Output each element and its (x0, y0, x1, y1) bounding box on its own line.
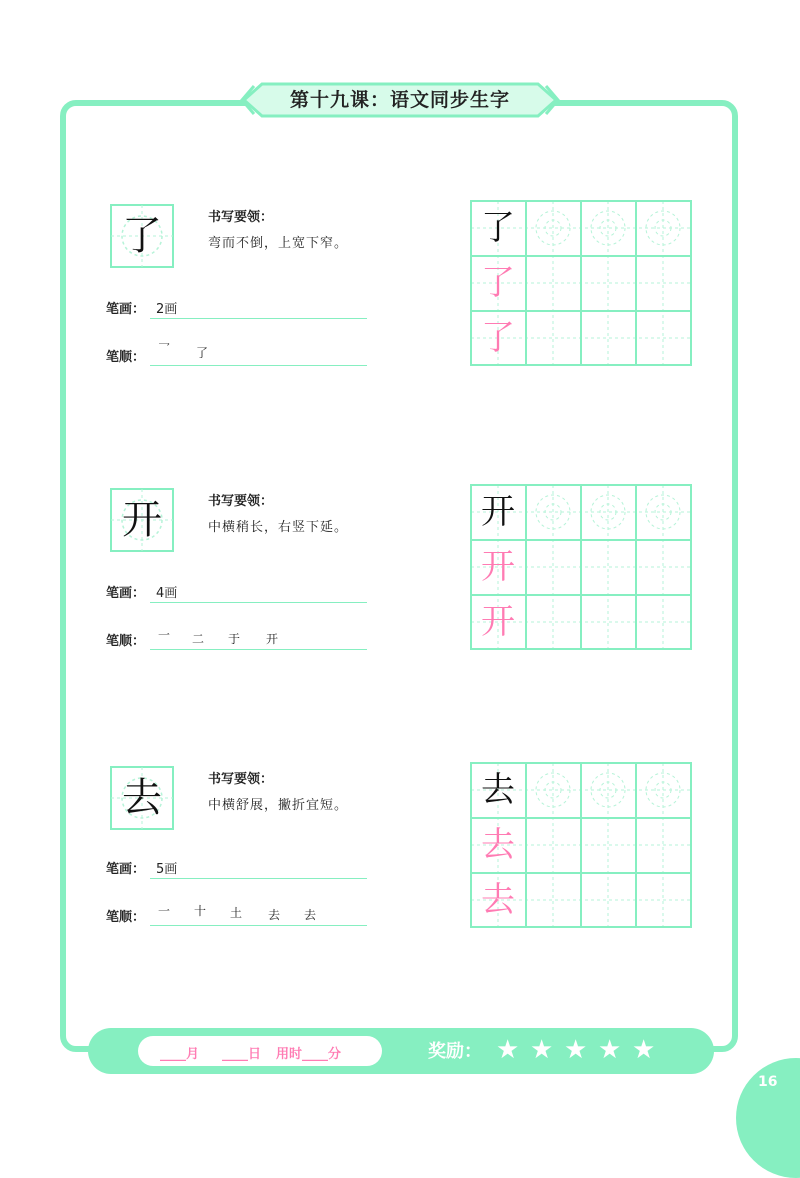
practice-grid (470, 762, 692, 928)
model-char: 开 (481, 492, 515, 532)
star-icon[interactable]: ★ (598, 1035, 622, 1065)
main-char: 了 (122, 213, 162, 259)
star-icon[interactable]: ★ (530, 1035, 554, 1065)
star-icon[interactable]: ★ (496, 1035, 520, 1065)
stroke-count-value: 4画 (156, 586, 178, 601)
star-icon[interactable]: ★ (564, 1035, 588, 1065)
main-char-box (110, 204, 174, 268)
trace-char: 去 (481, 880, 515, 920)
stroke-count-value: 2画 (156, 302, 178, 317)
model-char: 去 (481, 770, 515, 810)
char-section-3 (100, 766, 700, 966)
day-field[interactable]: ____日 (222, 1047, 262, 1062)
stroke-step: 开 (266, 632, 279, 646)
page-number-badge (736, 1058, 800, 1178)
trace-char: 了 (481, 263, 515, 303)
practice-grid (470, 200, 692, 366)
tips-text: 弯而不倒，上宽下窄。 (208, 236, 349, 251)
stroke-order-label: 笔顺： (106, 350, 146, 365)
char-section-1 (100, 204, 700, 404)
trace-char: 开 (481, 602, 515, 642)
main-char: 开 (122, 497, 162, 543)
stroke-step: 十 (194, 904, 207, 918)
reward-label: 奖励： (428, 1041, 482, 1062)
stroke-order-line (150, 365, 367, 366)
stroke-count-label: 笔画： (106, 586, 146, 601)
page-number: 16 (758, 1074, 778, 1090)
main-char-box (110, 766, 174, 830)
char-section-2 (100, 488, 700, 688)
footer-bar (88, 1028, 714, 1074)
stroke-step: 于 (228, 632, 241, 646)
time-field[interactable]: 用时____分 (276, 1047, 342, 1062)
stroke-count-value: 5画 (156, 862, 178, 877)
stroke-step: 一 (158, 628, 171, 642)
star-icon[interactable]: ★ (632, 1035, 656, 1065)
tips-label: 书写要领： (208, 210, 274, 225)
model-char: 了 (481, 208, 515, 248)
stroke-step: 土 (230, 906, 243, 920)
tips-text: 中横舒展，撇折宜短。 (208, 798, 349, 813)
tips-label: 书写要领： (208, 772, 274, 787)
stroke-step: 一 (158, 904, 171, 918)
tips-text: 中横稍长，右竖下延。 (208, 520, 349, 535)
tips-label: 书写要领： (208, 494, 274, 509)
stroke-step: 了 (196, 346, 209, 360)
main-char: 去 (122, 775, 162, 821)
stroke-step: 去 (268, 908, 281, 922)
stroke-order-line (150, 649, 367, 650)
trace-char: 开 (481, 547, 515, 587)
date-pill (138, 1036, 382, 1066)
stroke-order-label: 笔顺： (106, 634, 146, 649)
trace-char: 了 (481, 318, 515, 358)
stroke-count-line (150, 602, 367, 603)
month-field[interactable]: ____月 (160, 1047, 200, 1062)
stroke-count-label: 笔画： (106, 302, 146, 317)
stroke-step: 二 (192, 632, 205, 646)
stroke-order-line (150, 925, 367, 926)
stroke-step: 去 (304, 908, 317, 922)
practice-grid (470, 484, 692, 650)
stroke-count-line (150, 318, 367, 319)
stroke-count-line (150, 878, 367, 879)
main-char-box (110, 488, 174, 552)
stroke-order-label: 笔顺： (106, 910, 146, 925)
page-title: 第十九课：语文同步生字 (289, 89, 510, 111)
stroke-count-label: 笔画： (106, 862, 146, 877)
stroke-step: 乛 (158, 342, 171, 356)
trace-char: 去 (481, 825, 515, 865)
title-banner (240, 80, 560, 120)
